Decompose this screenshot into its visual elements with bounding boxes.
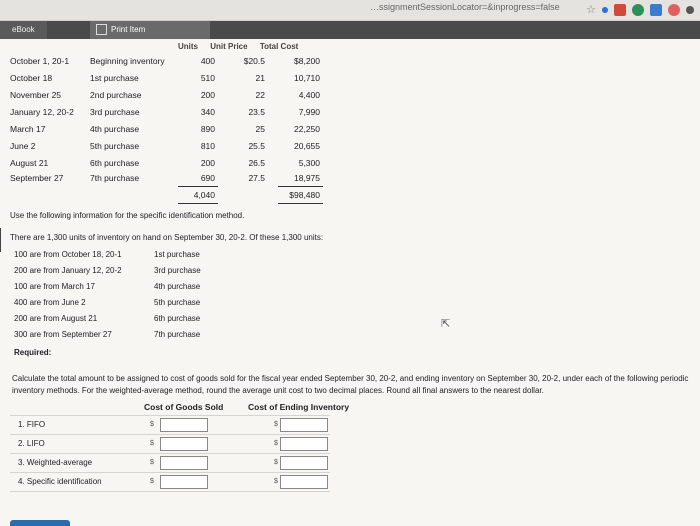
units-double-underline: [178, 203, 218, 204]
spec-purchase: 6th purchase: [154, 314, 201, 323]
cost-double-underline: [278, 203, 323, 204]
row-desc: 4th purchase: [90, 124, 140, 134]
table-header: [178, 42, 308, 51]
header-unit-price: Unit Price: [210, 42, 248, 51]
dollar-sign: $: [274, 478, 278, 485]
answer-row-fifo: [10, 416, 330, 434]
row-desc: 6th purchase: [90, 158, 140, 168]
col-header-cogs: Cost of Goods Sold: [144, 402, 224, 412]
row-price: 23.5: [248, 107, 265, 117]
row-cost: 20,655: [294, 141, 320, 151]
specific-id-ending-input[interactable]: [280, 475, 328, 489]
tab-print-label: Print Item: [111, 25, 146, 34]
answer-row-specific-identification: [10, 473, 330, 491]
tab-print-item[interactable]: [90, 21, 210, 39]
row-units: 810: [200, 141, 215, 151]
spec-from: 300 are from September 27: [14, 330, 112, 339]
spec-purchase: 7th purchase: [154, 330, 201, 339]
answer-label: 1. FIFO: [18, 420, 46, 429]
spec-from: 100 are from October 18, 20-1: [14, 250, 122, 259]
next-button[interactable]: [10, 520, 70, 526]
use-info-text: Use the following information for the specific identification method.: [10, 211, 245, 220]
total-cost: $98,480: [289, 190, 320, 200]
weighted-average-cogs-input[interactable]: [160, 456, 208, 470]
row-cost: 5,300: [298, 158, 320, 168]
tab-ebook[interactable]: eBook: [0, 21, 47, 39]
dollar-sign: $: [150, 459, 154, 466]
required-heading: Required:: [14, 348, 52, 357]
specific-id-cogs-input[interactable]: [160, 475, 208, 489]
row-units: 400: [200, 56, 215, 66]
row-units: 690: [200, 173, 215, 183]
row-date: January 12, 20-2: [10, 107, 74, 117]
row-desc: 2nd purchase: [90, 90, 142, 100]
row-price: 26.5: [248, 158, 265, 168]
extension-icons: [586, 3, 694, 16]
dollar-sign: $: [274, 440, 278, 447]
left-marker: [0, 228, 5, 252]
total-units: 4,040: [193, 190, 215, 200]
spec-purchase: 1st purchase: [154, 250, 200, 259]
units-on-hand-text: There are 1,300 units of inventory on hand on September 30, 20-2. Of these 1,300 units:: [10, 233, 324, 242]
answer-label: 4. Specific identification: [18, 477, 102, 486]
dollar-sign: $: [274, 459, 278, 466]
row-cost: 4,400: [298, 90, 320, 100]
extension-icon-6[interactable]: [686, 6, 694, 14]
row-cost: 7,990: [298, 107, 320, 117]
problem-content: [0, 40, 700, 526]
row-units: 340: [200, 107, 215, 117]
extension-icon-3[interactable]: [632, 4, 644, 16]
browser-toolbar: [0, 0, 700, 21]
row-units: 890: [200, 124, 215, 134]
mouse-cursor-icon: ⇱: [441, 318, 451, 330]
fifo-cogs-input[interactable]: [160, 418, 208, 432]
extension-icon-2[interactable]: [614, 4, 626, 16]
dollar-sign: $: [150, 478, 154, 485]
row-price: 21: [255, 73, 265, 83]
dollar-sign: $: [150, 421, 154, 428]
extension-icon-5[interactable]: [668, 4, 680, 16]
row-desc: 5th purchase: [90, 141, 140, 151]
row-cost: 22,250: [294, 124, 320, 134]
spec-from: 200 are from January 12, 20-2: [14, 266, 122, 275]
row-units: 510: [200, 73, 215, 83]
row-price: 27.5: [248, 173, 265, 183]
dollar-sign: $: [150, 440, 154, 447]
spec-from: 400 are from June 2: [14, 298, 86, 307]
cost-underline: [278, 186, 323, 187]
row-cost: 10,710: [294, 73, 320, 83]
spec-purchase: 4th purchase: [154, 282, 201, 291]
row-cost: 18,975: [294, 173, 320, 183]
fifo-ending-input[interactable]: [280, 418, 328, 432]
row-divider: [10, 491, 330, 492]
row-cost: $8,200: [294, 56, 320, 66]
print-icon: [96, 24, 107, 35]
row-date: September 27: [10, 173, 64, 183]
row-date: October 18: [10, 73, 53, 83]
row-date: August 21: [10, 158, 49, 168]
header-units: Units: [178, 42, 198, 51]
lifo-cogs-input[interactable]: [160, 437, 208, 451]
extension-icon-1[interactable]: [602, 7, 608, 13]
header-total-cost: Total Cost: [259, 42, 299, 51]
url-text[interactable]: …ssignmentSessionLocator=&inprogress=false: [370, 2, 560, 12]
row-price: $20.5: [243, 56, 265, 66]
answer-row-weighted-average: [10, 454, 330, 472]
spec-from: 100 are from March 17: [14, 282, 95, 291]
row-desc: 3rd purchase: [90, 107, 140, 117]
row-units: 200: [200, 158, 215, 168]
row-date: November 25: [10, 90, 62, 100]
answer-label: 3. Weighted-average: [18, 458, 93, 467]
spec-purchase: 3rd purchase: [154, 266, 201, 275]
row-price: 25.5: [248, 141, 265, 151]
col-header-ending-inventory: Cost of Ending Inventory: [248, 402, 350, 412]
extension-icon-4[interactable]: [650, 4, 662, 16]
weighted-average-ending-input[interactable]: [280, 456, 328, 470]
lifo-ending-input[interactable]: [280, 437, 328, 451]
row-units: 200: [200, 90, 215, 100]
row-desc: Beginning inventory: [90, 56, 165, 66]
row-date: March 17: [10, 124, 46, 134]
bookmark-star-icon[interactable]: ☆: [586, 4, 596, 16]
instructions-text: Calculate the total amount to be assigned to cost of goods sold for the fiscal year ended September 30, 20-2, and ending inventory on September 30, 20-2, under each of the following periodic inventory methods. For the weighted-average method, round the average unit cost to two decimal places. Round all final answers to the nearest dollar.: [12, 374, 689, 395]
row-price: 25: [255, 124, 265, 134]
row-desc: 7th purchase: [90, 173, 140, 183]
answer-label: 2. LIFO: [18, 439, 45, 448]
answer-row-lifo: [10, 435, 330, 453]
row-desc: 1st purchase: [90, 73, 139, 83]
row-date: October 1, 20-1: [10, 56, 70, 66]
row-price: 22: [255, 90, 265, 100]
row-date: June 2: [10, 141, 36, 151]
dollar-sign: $: [274, 421, 278, 428]
spec-from: 200 are from August 21: [14, 314, 98, 323]
spec-purchase: 5th purchase: [154, 298, 201, 307]
units-underline: [178, 186, 218, 187]
item-tabbar: [0, 21, 700, 39]
